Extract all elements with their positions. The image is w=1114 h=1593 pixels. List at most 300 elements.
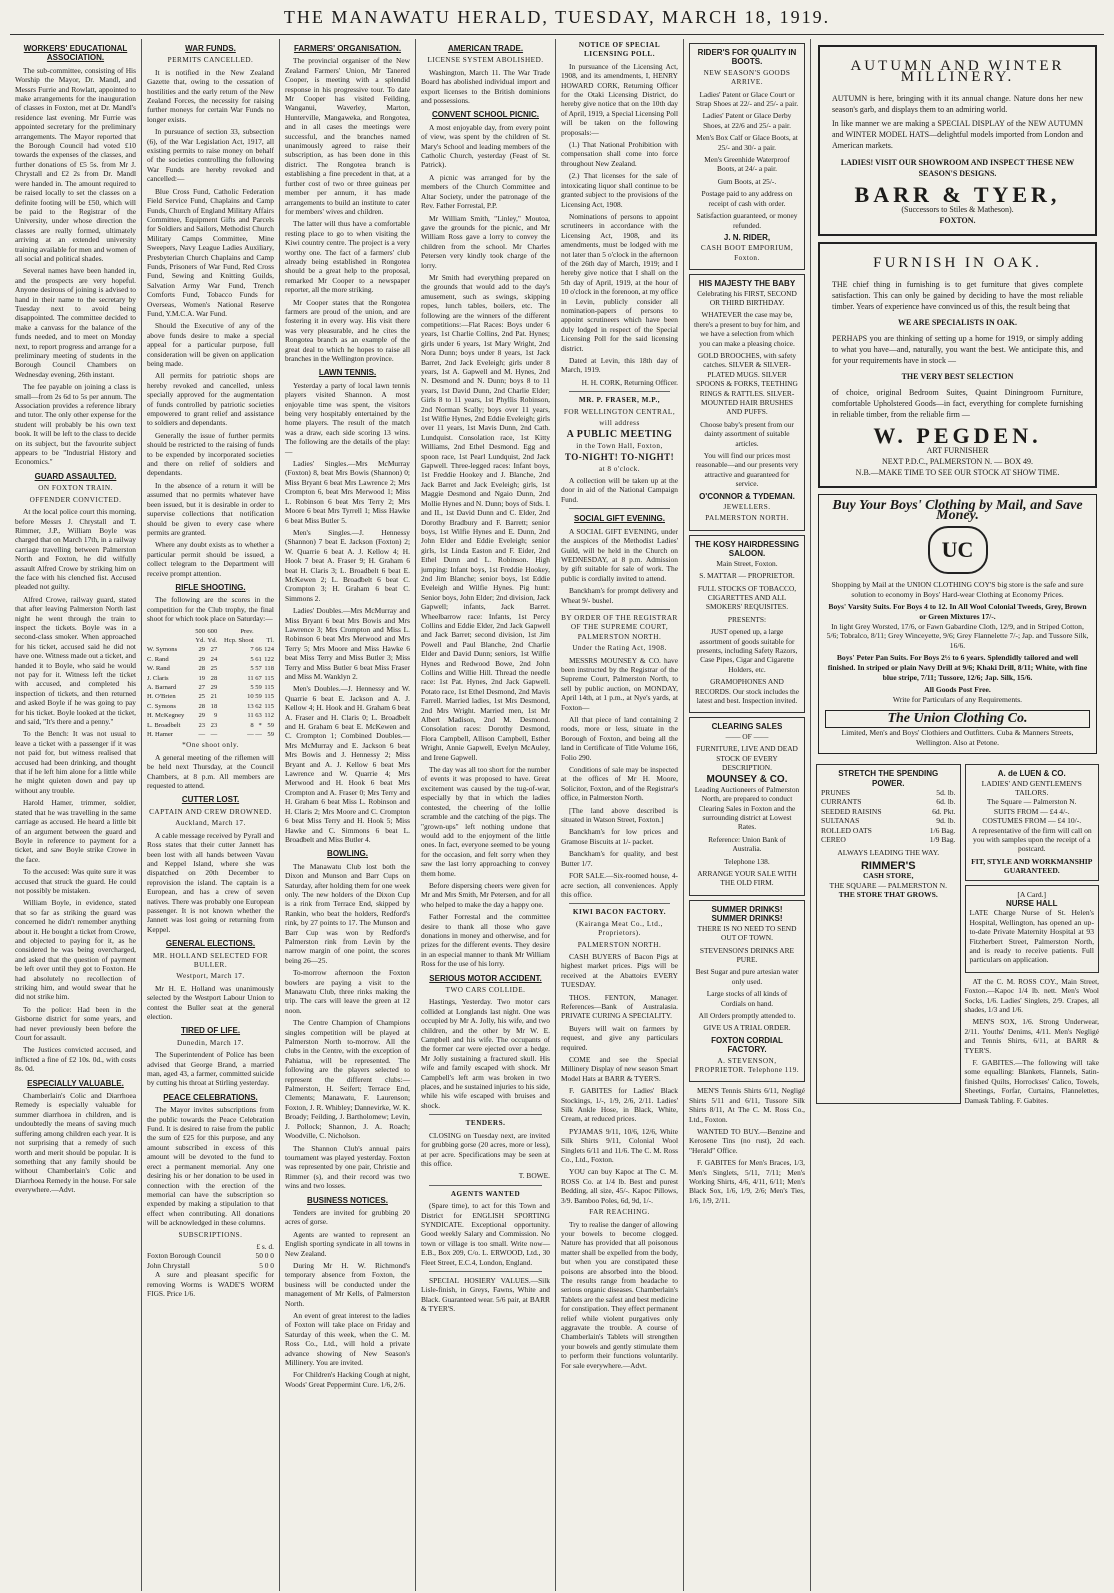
table-header-row: [147, 627, 274, 636]
column-2: [142, 39, 280, 1591]
ad-text: WE ARE SPECIALISTS IN OAK.: [898, 318, 1017, 327]
paragraph: Father Forrestal and the committee desire to thank all those who gave donations in money and otherwise, and for prizes for the different events. They desire in an especial manner to thank Mr William Ross for the use of his lorry.: [421, 912, 550, 969]
table-cell: 59: [267, 731, 274, 739]
paragraph: Try to realise the danger of allowing your bowels to become clogged. Nature has provided that all poisonous matter shall be expelled from the body, but when you are constipated these poisons are absorbed into the blood. The results range from headache to serious organic diseases. Chamberlain's Tablets are the safest and best medicine for constipation. They effect permanent relief while violent purgatives only aggravate the trouble. A course of Chamberlain's Tablets will strengthen your bowels and gently stimulate them to perform their functions voluntarily. For sale everywhere.—Advt.: [561, 1219, 678, 1370]
ad-text: All Goods Post Free.: [924, 685, 991, 695]
paragraph: A sure and pleasant specific for removing Worms is WADE'S WORM FIGS. Price 1/6.: [147, 1270, 274, 1298]
price-item: [821, 835, 956, 844]
ad-text: PRESENTS:: [727, 614, 767, 624]
paragraph: In the absence of a return it will be assumed that no permits whatever have been issued, but it is desirable in order to supervise collections that notification should be given to every case where permits are granted.: [147, 480, 274, 537]
paragraph: Hastings, Yesterday. Two motor cars collided at Longlands last night. One was occupied by Mr A. Jolly, his wife, and two children, and the other by Mr W. E. Campbell and his wife. The occupants of the former car were ejected over a hedge. Mr Jolly sustaining a fractured skull. His wife and family escaped with shock. Mr Campbell's left arm was broken in two places, and he sustained injuries to his side, while his wife escaped with bruises and shock.: [421, 997, 550, 1110]
headline: WAR FUNDS.: [185, 44, 236, 53]
paragraph: A cable message received by Pyrall and Ross states that their cutter Jannett has been lost with all hands between Vavau and Keppel Island, where she was dispatched on 20th December to reprovision the island. The captain is a European, and has a crew of seven natives. There was probably one European passenger. It is not known whether the Jannett was lost going or returning from Keppel.: [147, 830, 274, 934]
table-cell: 67: [255, 674, 262, 682]
table-header-cell: [147, 627, 193, 636]
paragraph: Mr Smith had everything prepared on the grounds that would add to the day's amusement, such as swings, skipping ropes, lunch tables, boilers, etc. The following are the winners of the different competitions:—Flat Races: Boys under 6 years, 1st Charlie Collins, 2nd Pat. Hynes; girls under 6 years, 1st Mary Wright, 2nd Nora Dunn; boys under 8 years, 1st Jack Barret, 2nd Jack Eveleigh; girls under 8 years, 1st A. Gapwell and M. Hynes, 2nd N. Desmond and N. Dunn; boys 8 to 11 years, 1st David Dunn, 2nd Charlie Elder; Girls 8 to 11 years, 1st Phyllis Robinson, 2nd Norman Scally; boys over 11 years, 1st Wilfie Hynes, 2nd Eddie Eveleigh; girls over 11 years, 1st Mavis Dunn, 2nd Cath. Lundquist. Consolation race, 1st Kitty Williams, 2nd Ethel Desmond. Egg and spoon race, 1st Pearl Lundquist, 2nd Jack Gapwell. Three-legged races: Infant boys, 1st Freddie Hookey and J. Blanche, 2nd Jack Barret and Jack Eveleigh; girls, 1st Maggie Desmond and Ngaio Dunn, 2nd Mollie Hynes and N. Dunn; boys of Stds. I. and II., 1st David Dunn and C. Elder, 2nd Dorothy Bradbury and F. Barrett; senior boys, 1st Wilfie Hynes and E. Dunn, 2nd John Elder and Eddie Eveleigh; senior girls, 1st Linda Easton and F. Eider, 2nd Ethel Dunn and L. Robinson. High jumping: Infant boys, 1st Freddie Hookey, 2nd Jim Blanche; senior boys, 1st Eddie Eveleigh and Wilfie Hynes. Pig hunt: Senior boys, John Elder; 2nd division, Jack Gapwell; infants, Jack Barret. Wheelbarrow race: Infants, 1st Percy Collins and Eddie Elder, 2nd Jack Gapwell and Jack Barret; second division, 1st Jim Powell and Paul Blanche, 2nd Charlie Elder and David Dunn; seniors, 1st Wilfie Hynes and Redwood Bowe, 2nd John Collins and Willie Hill. Thread the needle race: 1st Pat. Hynes, 2nd Jack Gapwell. Potato race, 1st Ethel Desmond, 2nd Mavis Farrell. Married ladies, 1st Mrs Desmond, 2nd Mrs Wright. Married men, 1st Mr Albert Madison, 2nd M. Desmond. Consolation races: Dorothy Desmond, Flora Campbell, Allison Campbell, Esther Wright, Annie Gapwell, Evelyn McAuley, and Irene Gapwell.: [421, 272, 550, 762]
paragraph: Mr William Smith, "Linley," Moutoa, gave the grounds for the picnic, and Mr William Ross gave a lorry to convey the children from the school. Mr Charles Petersen very kindly took charge of the lorry.: [421, 213, 550, 270]
ad-text: FULL STOCKS OF TOBACCO, CIGARETTES AND ALL SMOKERS' REQUISITES.: [697, 583, 797, 612]
paragraph: Where any doubt exists as to whether a particular permit should be issued, a collect telegram to the Department will receive prompt attention.: [147, 540, 274, 578]
table-cell: 28: [210, 674, 218, 682]
table-header-cell: Prev.: [240, 627, 254, 635]
table-cell: 59: [255, 684, 262, 691]
divider: [429, 1185, 542, 1186]
ad-firm-line: CASH STORE,: [862, 871, 914, 881]
paragraph: Ladies' Doubles.—Mrs McMurray and Miss Bryant 6 beat Mrs Bowis and Mrs Lawrence 3; Mrs Crompton and Miss L. Robinson 6 beat Mrs Merwood and Mrs Terry 5; Mrs Moore and Miss Hawke 6 beat Miss Terry and Miss Butler 3; Miss Terry and Miss Butler 6 beat Miss Fraser and Miss M. Wanklyn 2.: [285, 606, 410, 681]
ad-text: A PUBLIC MEETING: [566, 429, 673, 441]
ad-text: Men's Greenhide Waterproof Boots, at 24/- a pair.: [704, 155, 790, 174]
ad-text: Best Sugar and pure artesian water only used.: [695, 967, 799, 986]
columns: [10, 39, 1104, 1591]
ad-text: Telephone 138.: [724, 856, 770, 866]
table-row: [147, 702, 274, 711]
paragraph: During Mr H. W. Richmond's temporary absence from Foxton, the business will be conducted under the management of Mr Kells, of Palmerston North.: [285, 1260, 410, 1308]
paragraph: To the Bench: It was not usual to leave a ticket with a passenger if it was not paid for, but witness realised that accused had been drinking, and thought that if he left him alone for a little while he might quieten down and pay up without any trouble.: [15, 729, 136, 795]
ad-kosy-saloon: [689, 535, 805, 714]
paragraph: All that piece of land containing 2 roods, more or less, situate in the Borough of Foxton, and being all the land in Certificate of Title Volume 166, Folio 290.: [561, 715, 678, 762]
ad-rider-boots: [689, 43, 805, 270]
ad-firm: FOXTON CORDIAL FACTORY.: [711, 1035, 783, 1055]
paragraph: To-morrow afternoon the Foxton bowlers are paying a visit to the Manawatu Club, three rinks making the trip. The cars will leave the green at 12 noon.: [285, 968, 410, 1015]
paragraph: SPECIAL HOSIERY VALUES.—Silk Lisle-finish, in Greys, Fawns, White and Black. Guaranteed wear. 5/6 pair, at BARR & TYER'S.: [421, 1275, 550, 1314]
ad-text: WHATEVER the case may be, there's a present to buy for him, and we have a selection from which you can make a pleasing choice.: [694, 310, 801, 348]
paragraph: Washington, March 11. The War Trade Board has abolished individual import and export licenses to the British dominions and possessions.: [421, 67, 550, 106]
item-name: CURRANTS: [821, 797, 862, 807]
divider: [429, 1271, 542, 1272]
ad-text: GRAMOPHONES AND RECORDS. Our stock includes the latest and best. Inspection invited.: [694, 677, 800, 705]
ad-text: —— OF ——: [725, 731, 769, 741]
table-cell: —: [255, 731, 262, 739]
table-row: [147, 692, 274, 701]
column-3: [280, 39, 416, 1591]
ad-text: at 8 o'clock.: [598, 464, 641, 473]
paragraph: For Children's Hacking Cough at night, Woods' Great Peppermint Cure. 1/6, 2/6.: [285, 1370, 410, 1389]
paragraph: Yesterday a party of local lawn tennis players visited Shannon. A most enjoyable time was spent, the visitors being very hospitably entertained by the home players. The result of the match was a draw, each side scoring 13 wins. The following are the details of the play:—: [285, 380, 410, 456]
ad-text: In like manner we are making a SPECIAL DISPLAY of the NEW AUTUMN and WINTER MODEL HATS—delightful models imported from London and American markets.: [832, 119, 1083, 150]
ad-text: All Orders promptly attended to.: [698, 1010, 796, 1020]
ad-text: A representative of the firm will call on you with samples upon the receipt of a postcard.: [971, 825, 1092, 854]
ad-address: FOXTON.: [939, 216, 976, 225]
paragraph: A general meeting of the riflemen will be held next Thursday, at the Council Chambers, at 8 p.m. All members are requested to attend.: [147, 752, 274, 791]
table-cell: 115: [264, 702, 274, 710]
price-item: [821, 816, 956, 825]
ad-title: MR. P. FRASER, M.P.,: [578, 396, 661, 405]
ad-firm-line: ART FURNISHER: [926, 446, 989, 455]
table-cell: 5: [250, 655, 254, 663]
paragraph: Chamberlain's Colic and Diarrhoea Remedy is especially valuable for summer diarrhoea in children, and is undoubtedly the means of saving much suffering among children each year. It is not surprising that a remedy of such worth and merit should be popular. It is something that any family should be without Chamberlain's Colic and Diarrhoea Remedy in the house. For sale everywhere.—Advt.: [15, 1091, 136, 1195]
table-row: [147, 721, 274, 730]
table-cell: 57: [255, 665, 262, 673]
ad-de-luen: [965, 764, 1100, 880]
subheadline: TWO CARS COLLIDE.: [445, 986, 526, 994]
subheadline: MR. HOLLAND SELECTED FOR BULLER.: [152, 951, 269, 969]
table-row: [147, 655, 274, 664]
table-cell: 112: [264, 712, 274, 720]
table-cell: 29: [198, 655, 206, 663]
ad-firm: RIMMER'S: [860, 859, 916, 872]
table-header-cell: Tl.: [266, 636, 274, 644]
paragraph: In pursuance of the Licensing Act, 1908, and its amendments, I, HENRY HOWARD CORK, Returning Officer for the Otaki Licensing District, do hereby give notice that on the 10th day of April, 1919, a Special Licensing Poll will be taken on the following proposals:—: [561, 61, 679, 137]
ad-text: THE STORE THAT GROWS.: [838, 889, 938, 899]
ad-text: ARRANGE YOUR SALE WITH THE OLD FIRM.: [697, 869, 797, 888]
ad-subtitle: NEW SEASON'S GOODS ARRIVE.: [703, 68, 791, 87]
ad-address: NEXT P.D.C., PALMERSTON N. — BOX 49.: [882, 457, 1033, 466]
table-row: [147, 664, 274, 673]
ad-text: Large stocks of all kinds of Cordials on hand.: [706, 989, 788, 1008]
ad-baby-gifts: [689, 274, 805, 531]
paragraph: Dated at Levin, this 18th day of March, 1919.: [561, 356, 678, 375]
ad-barr-tyer-millinery: [818, 45, 1097, 236]
ad-title: A. de LUEN & CO.: [997, 769, 1066, 779]
ad-text: Men's Box Calf or Glace Boots, at 25/- and 30/- a pair.: [696, 133, 798, 152]
table-cell: 5: [250, 684, 254, 691]
list-item: [147, 1251, 274, 1260]
ad-title: HIS MAJESTY THE BABY: [698, 279, 796, 289]
table-cell: 19: [198, 674, 206, 682]
table-header-cell: [147, 636, 193, 645]
paragraph: A most enjoyable day, from every point of view, was spent by the children of St. Mary's School and leading members of the Catholic Church, yesterday (Feast of St. Patrick).: [421, 122, 550, 170]
paragraph: (1.) That National Prohibition with compensation shall come into force throughout New Zealand.: [561, 140, 678, 168]
table-header-cell: 500: [195, 627, 206, 635]
ad-text: N.B.—MAKE TIME TO SEE OUR STOCK AT SHOW TIME.: [855, 468, 1060, 477]
divider: [569, 609, 670, 610]
paragraph: The following are the scores in the competition for the Club trophy, the final shoot for which took place on Saturday:—: [147, 595, 274, 624]
table-cell: 62: [255, 702, 262, 710]
table-cell: —: [210, 731, 218, 739]
table-cell: C. Rand: [147, 655, 169, 663]
paragraph: The provincial organiser of the New Zealand Farmers' Union, Mr Tanered Cooper, is meeting with a splendid response in his progressive tour. To date Mr Cooper has visited Feilding, Wanganui, Waverley, Marton, Hunterville, Mangaweka, and Rongotea, and in all cases the meetings were successful, and the branches named unanimously agreed to raise their subscription, as has been done in this district. The Rongotea branch is establishing a fine precedent in that, at a further cost of two or three guineas per member per annum, it has made arrangements to build an institute to cater for members' wives and children.: [285, 56, 410, 216]
masthead: THE MANAWATU HERALD, TUESDAY, MARCH 18, 1919.: [10, 0, 1104, 35]
table-cell: 13: [247, 702, 254, 710]
item-price: 6d. lb.: [936, 797, 956, 807]
table-header-cell: [254, 627, 262, 636]
dateline: Auckland, March 17.: [175, 819, 246, 828]
table-cell: 59: [267, 721, 274, 729]
ad-text: You will find our prices most reasonable—and our presents very attractive and guaranteed for service.: [695, 451, 799, 489]
subheadline: Under the Rating Act, 1908.: [572, 644, 667, 653]
paragraph: Alfred Crowe, railway guard, stated that after leaving Palmerston North last night he went through the train to inspect the tickets. Boyle was in a second-class smoker. When approached for his ticket, accused said he did not have one. Witness made out a ticket, and handed it to Boyle, who said he would not pay for it. Witness left the ticket with accused, and completed his inspection of tickets, and then returned and asked Boyle if he was going to pay for his ticket. Boyle looked at the ticket, and said, "It's there and a penny.": [15, 594, 136, 727]
item-price: 9d. lb.: [936, 816, 956, 826]
item-price: 5d. lb.: [936, 787, 956, 797]
table-cell: 115: [264, 693, 274, 701]
paragraph: The Manawatu Club lost both the Dixon and Munson and Barr Cups on Saturday, after holding them for one week only. The new holders of the Dixon Cup is a rink from Terrace End, skipped by Rankin, who beat the holders, Redford's rink, by 27 points to 17. The Munson and Barr Cup was won by Redford's Palmerston rink from Levin by the narrow margin of one point, the scores being 26—25.: [285, 861, 410, 965]
paragraph: CASH BUYERS of Bacon Pigs at highest market prices. Pigs will be received at the Abattoirs EVERY TUESDAY.: [561, 951, 678, 990]
ad-address: THE SQUARE — PALMERSTON N.: [829, 880, 947, 890]
column-1: [10, 39, 142, 1591]
ad-rimmers: [816, 764, 961, 1104]
table-row: [147, 711, 274, 720]
paragraph: The latter will thus have a comfortable resting place to go to when visiting the Kiwi country centre. The project is a very worthy one. The fact of a farmers' club already being established in Rongotea should be a great help to the proposal, remarked Mr Cooper to a newspaper reporter, all the more striking.: [285, 219, 410, 295]
ad-address: PALMERSTON NORTH.: [705, 514, 789, 523]
table-cell: 7: [250, 646, 254, 654]
ad-pegden-furniture: [818, 242, 1097, 488]
ad-firm: J. N. RIDER,: [723, 232, 771, 242]
headline: SOCIAL GIFT EVENING.: [574, 514, 665, 524]
headline: BUSINESS NOTICES.: [307, 1195, 388, 1205]
paragraph: The fee payable on joining a class is small—from 2s 6d to 5s per annum. The Association provides a reference library and tutor. The only other expense for the student will probably be his own text book. It will be left to the class to decide on its subject, but the favourite subject appears to be "Industrial History and Economics.": [15, 382, 136, 467]
ad-clearing-sales: [689, 717, 805, 896]
paragraph: [The land above described is situated in Watson Street, Foxton.]: [561, 805, 678, 825]
ad-subtitle: LADIES' AND GENTLEMEN'S TAILORS.: [981, 778, 1082, 797]
paragraph: Ladies' Singles.—Mrs McMurray (Foxton) 8, beat Mrs Bowis (Shannon) 0; Miss Bryant 6 beat Mrs Lawrence 2; Mrs Crompton 6, beat Mrs Merwood 1; Miss L. Robinson 6 beat Mrs Terry 2; Mrs Moore 6 beat Mrs Tyrrell 1; Miss Hawke 6 beat Miss Butler 5.: [285, 459, 410, 525]
ad-title: STRETCH THE SPENDING POWER.: [838, 769, 939, 788]
table-note: *One shoot only.: [182, 741, 239, 750]
paragraph: AT the C. M. ROSS COY., Main Street, Foxton.—Kapoc 1/4 lb. nett. Men's Wool Socks, 1/6. Ladies' Singlets, 2/9. Crapes, all shades, 1/3 and 1/6.: [964, 976, 1099, 1015]
table-cell: 11: [247, 674, 254, 682]
paragraph: Banckham's for quality, and best Butter 1/7.: [561, 849, 678, 868]
table-row: [147, 645, 274, 654]
item-name: ROLLED OATS: [821, 825, 872, 835]
paragraph: In pursuance of section 33, subsection (6), of the War Legislation Act, 1917, all existing permits to raise money on behalf of the societies controlling the following War Funds are hereby revoked and cancelled:—: [147, 127, 274, 184]
table-header-cell: 600: [207, 627, 218, 635]
table-cell: L. Broadbelt: [147, 721, 181, 729]
paragraph: At the local police court this morning, before Messrs J. Chrystall and T. Rimmer, J.P., William Boyle was charged that on March 17th, in a railway carriage travelling between Palmerston North and Foxton, he did wilfully assault Alfred Crowe by striking him on the face with his clenched fist. Accused pleaded not guilty.: [15, 507, 136, 592]
table-row: [147, 683, 274, 692]
table-cell: 8: [250, 721, 254, 729]
ad-union-clothing: [818, 494, 1097, 754]
table-cell: 18: [210, 702, 218, 710]
subheadline: SUBSCRIPTIONS.: [178, 1230, 243, 1239]
ad-firm: BARR & TYER,: [854, 182, 1061, 207]
paragraph: Banckham's for low prices and Gramose Biscuits at 1/- packet.: [561, 827, 678, 846]
paragraph: The Shannon Club's annual pairs tournament was played yesterday. Foxton was represented by one pair, Christie and Rimmer (s), and their record was two wins and two losses.: [285, 1143, 410, 1191]
ad-firm-line: (Successors to Stiles & Matheson).: [901, 205, 1014, 214]
ad-text: FIT, STYLE AND WORKMANSHIP GUARANTEED.: [971, 856, 1093, 876]
paragraph: William Boyle, in evidence, stated that so far as striking the guard was concerned he didn't remember anything about it. He bought a ticket from Crowe, and objected to paying for it, as he considered he was being overcharged, and asked that the question of payment be left over until they got to Foxton. He had absolutely no recollection of striking him, and would swear that he did not strike him.: [15, 898, 136, 1002]
ad-firm: W. PEGDEN.: [873, 423, 1042, 448]
paragraph: Banckham's for prompt delivery and Wheat 9/- bushel.: [561, 586, 678, 605]
ad-text: Choose baby's present from our dainty assortment of suitable articles.: [700, 419, 794, 448]
table-cell: 23: [198, 721, 206, 729]
paragraph: The sub-committee, consisting of His Worship the Mayor, Dr. Mandl, and Messrs Furrie and Rowlatt, appointed to make arrangements for the inauguration of classes in Foxton, met at Dr. Mandl's residence last evening. Mr Furrie was appointed secretary for the preliminary arrangements. The Mayor reported that the Borough Council had voted £10 towards the expenses of the classes, and further donations of £5 5s. from Mr J. Chrystall and £2 2s from Dr. Mandl were handed in. The amount required to be raised locally to set the classes on a definite footing will be £50, which will be paid to the Registrar of the University, under whose direction the classes are really formed, ultimately arriving at an extended university training available for men and women of all social and political shades.: [15, 65, 136, 263]
dateline: Westport, March 17.: [176, 972, 245, 981]
paragraph: MEN'S Tennis Shirts 6/11, Negligé Shirts 5/11 and 6/11, Tussore Silk Shirts 8/11, At The C. M. Ross Co., Ltd., Foxton.: [689, 1086, 805, 1124]
subscriptions-list: [147, 1251, 274, 1270]
notice-signature: H. H. CORK, Returning Officer.: [581, 377, 678, 387]
ad-text: LATE Charge Nurse of St. Helen's Hospital, Wellington, has opened an up-to-date Private Maternity Hospital at 93 Fitzherbert Street, Palmerston North, and is ready to receive patients. Full particulars on application.: [969, 908, 1094, 965]
column-7: [811, 39, 1104, 1591]
paragraph: Several names have been handed in, and the prospects are very hopeful. Anyone desirous of joining is advised to hand in their name to the secretary by Tuesday next to avoid being disappointed. The committee decided to make a canvass for the balance of the funds needed, and to meet on Monday next, to report progress and arrange for a preliminary meeting of students in the Borough Council Chambers on Wednesday evening, 26th instant.: [15, 266, 136, 379]
ad-text: Gum Boots, at 25/-.: [717, 176, 777, 186]
ad-title: CLEARING SALES: [711, 722, 783, 732]
paragraph: To the police: Had been in the Gisborne district for some years, and had never previously been before the Court for assault.: [15, 1004, 136, 1043]
table-cell: H. Hamer: [147, 731, 173, 739]
table-row: [147, 674, 274, 683]
ad-text: THE VERY BEST SELECTION: [901, 372, 1014, 381]
paragraph: Should the Executive of any of the above funds desire to make a special appeal for a particular purpose, full consideration will be given on application being made.: [147, 321, 274, 368]
ad-right-stack: [965, 760, 1100, 1108]
ad-text: Main Street, Foxton.: [716, 558, 778, 568]
paragraph: F. GABITES.—The following will take some equalling: Blankets, Flannels, Satin-finished Quilts, Horrockses' Calico, Towels, Sheetings, Forfar, Curtains, Flannelettes, Damask Tabling. F. Gabites.: [964, 1058, 1099, 1105]
paragraph: F. GABITES for Ladies' Black Stockings, 1/-, 1/9, 2/6, 2/11. Ladies' Silk Ankle Hose, in Black, White, Cream, at reduced prices.: [561, 1086, 678, 1124]
table-cell: 59: [255, 693, 262, 701]
ad-text: THERE IS NO NEED TO SEND OUT OF TOWN.: [697, 923, 797, 943]
table-header-cell: Yd.: [195, 636, 206, 644]
table-cell: 28: [198, 702, 206, 710]
table-cell: 24: [210, 655, 218, 663]
subs-header: £ s. d.: [256, 1241, 274, 1251]
headline: TIRED OF LIFE.: [180, 1026, 241, 1036]
ad-firm: The Union Clothing Co.: [825, 710, 1090, 728]
paragraph: F. GABITES for Men's Braces, 1/3, Men's Singlets, 5/11, 7/11; Men's Working Shirts, 4/6, 4/11, 6/11; Men's Black Sox, 1/6, 1/9, 2/6; Men's Ties, 1/6, 1/9, 2/11.: [689, 1158, 805, 1205]
ad-text: in the Town Hall, Foxton,: [576, 441, 663, 450]
table-cell: H. O'Brien: [147, 693, 176, 701]
subscriber-name: Foxton Borough Council: [147, 1251, 221, 1261]
ad-address: CASH BOOT EMPORIUM, Foxton.: [700, 244, 794, 262]
ad-text: STEVENSON'S DRINKS ARE PURE.: [699, 945, 795, 964]
headline: SERIOUS MOTOR ACCIDENT.: [429, 973, 542, 983]
paragraph: A collection will be taken up at the door in aid of the National Campaign Fund.: [561, 476, 678, 504]
paragraph: A SOCIAL GIFT EVENING, under the auspices of the Methodist Ladies' Guild, will be held in the Church on WEDNESDAY, at 8 p.m. Admission by gift suitable for sale of work. The public is cordially invited to attend.: [561, 526, 678, 583]
ad-title: RIDER'S FOR QUALITY IN BOOTS.: [697, 48, 797, 67]
divider: [569, 903, 670, 904]
paragraph: To the accused: Was quite sure it was accused that struck the guard. He could not possibly be mistaken.: [15, 867, 136, 895]
subheadline: LICENSE SYSTEM ABOLISHED.: [427, 56, 544, 65]
rifle-scores-table: [147, 627, 274, 740]
paragraph: WANTED TO BUY.—Benzine and Kerosene Tins (no rust), 2d each. "Herald" Office.: [689, 1127, 805, 1155]
table-cell: 10: [247, 693, 254, 701]
ad-text: Leading Auctioneers of Palmerston North, are prepared to conduct Clearing Sales in Foxton and the surrounding district at Lowest Rates.: [694, 784, 800, 832]
paragraph: COME and see the Special Millinery Display of new season Smart Model Hats at BARR & TYER'S.: [561, 1055, 678, 1083]
item-name: SEEDED RAISINS: [821, 806, 882, 816]
table-cell: 29: [198, 712, 206, 720]
paragraph: Blue Cross Fund, Catholic Federation Field Service Fund, Chaplains and Camp Funds, Church of England Military Affairs Committee, Equipment Gifts and Parcels for Soldiers and Sailors, Methodist Church Military Camps Committee, Mine Sweepers, Navy League Ladies Auxiliary, Presbyterian Church Chaplains and Camp Funds, Prisoners of War Fund, Red Cross Fund, Sewing and Knitting Guilds, Salvation Army War Fund, Trench Comforts Fund, Tobacco Funds for Overseas, Women's National Reserve Fund, Y.M.C.A. War Fund.: [147, 186, 274, 318]
ad-text: JUST opened up, a large assortment of goods suitable for presents, including Safety Razors, Case Pipes, Cigar and Cigarette Holders, etc.: [696, 627, 798, 674]
table-cell: 25: [210, 665, 218, 673]
ad-text: Write for Particulars of any Requirements.: [892, 694, 1023, 704]
union-clothing-logo-icon: UC: [928, 526, 988, 574]
ad-text: PERHAPS you are thinking of setting up a home for 1919, or simply adding to what you have—and, naturally, you want the best. We anticipate this, and for your requirements have in stock —: [832, 334, 1083, 365]
subheadline: PALMERSTON NORTH.: [577, 940, 662, 949]
list-item: [147, 1261, 274, 1270]
table-cell: W. Rand: [147, 665, 170, 673]
headline: CUTTER LOST.: [181, 795, 240, 805]
subheadline: PERMITS CANCELLED.: [167, 56, 254, 65]
paragraph: Mr H. E. Holland was unanimously selected by the Westport Labour Union to contest the Buller seat at the general election.: [147, 983, 274, 1021]
table-cell: 27: [198, 684, 206, 691]
paragraph: The day was all too short for the number of events it was proposed to have. Great excitement was caused by the tug-of-war, especially by that in which the ladies contested, the cheering of the lollie scramble and the catching of the pigs. The "grown-ups" left nothing undone that would add to the enjoyment of the little ones. In fact, everyone seemed to be young for the occasion, and felt sorry when they saw the last lorry approaching to convey them home.: [421, 765, 550, 878]
column-6: [684, 39, 811, 1591]
notice-title: NOTICE OF SPECIAL LICENSING POLL.: [578, 41, 661, 59]
price-item: [821, 807, 956, 816]
headline: ESPECIALLY VALUABLE.: [27, 1078, 124, 1088]
ad-text: LADIES! VISIT OUR SHOWROOM AND INSPECT THESE NEW SEASON'S DESIGNS.: [840, 158, 1075, 178]
divider: [569, 508, 670, 509]
table-header-cell: Hcp. Shoot: [224, 636, 254, 644]
ad-text: FURNITURE, LIVE AND DEAD STOCK OF EVERY DESCRIPTION.: [696, 744, 798, 772]
paragraph: PYJAMAS 9/11, 10/6, 12/6, White Silk Shirts 9/11, Colonial Wool Singlets 6/11 and 11/6. The C. M. Ross Co., Ltd., Foxton.: [561, 1126, 678, 1165]
table-cell: 5: [250, 665, 254, 673]
paragraph: Men's Doubles.—J. Hennessy and W. Quarrie 6 beat E. Jackson and A. J. Kellow 4; H. Hook and H. Graham 6 beat A. Fraser and H. Claris 0; L. Broadbelt and H. Graham 6 beat E. McKewen and C. Crompton 1; Combined Doubles.—Mrs McMurray and E. Jackson 6 beat Mrs Bowis and J. Hennessy 2; Miss Bryant and A. J. Kellow 6 beat Mrs Lawrence and W. Quarrie 4; Mrs Merwood and H. Hook 6 beat Mrs Crompton and A. Fraser 0; Mrs Terry and H. Graham 6 beat Miss L. Robinson and H. Claris 2; Mrs Moore and C. Crompton 6 beat Miss Terry and H. Hook 5; Miss Hawke and C. Simmons 6 beat L. Broadbelt and Miss Butler 4.: [285, 684, 410, 844]
paragraph: The Centre Champion of Champions singles competition will be played at Palmerston North to-morrow. All the clubs in the Centre, with the exception of Pahiatua, will be represented. The following are the players selected to represent the different clubs:—Palmerston, H. Seifert; Terrace End, Clements; Manawatu, F. Laurenson; Foxton, J. R. Whibley; Dannevirke, W. K. Broady; Feilding, J. Bartholomew; Levin, J. Pollock; Shannon, J. A. Roach; Woodville, C. Nicholson.: [285, 1018, 410, 1141]
paragraph: Mr Cooper states that the Rongotea farmers are proud of the union, and are fostering it in every way. His visit there was very pleasurable, and he cites the Rongotea branch as an example of the great deal to which he hopes to raise all branches in the Wellington province.: [285, 297, 410, 363]
table-cell: —: [247, 731, 254, 739]
ad-text: Reference: Union Bank of Australia.: [708, 834, 786, 854]
table-cell: 115: [264, 684, 274, 691]
paragraph: Before dispersing cheers were given for Mr and Mrs Smith, Mr Petersen, and for all who helped to make the day a happy one.: [421, 880, 550, 909]
table-cell: —: [198, 731, 206, 739]
ad-title: SUMMER DRINKS! SUMMER DRINKS!: [711, 904, 783, 924]
ad-text: Satisfaction guaranteed, or money refunded.: [696, 211, 798, 230]
ad-firm: MOUNSEY & CO.: [706, 774, 788, 786]
paragraph: All permits for patriotic shops are hereby revoked and cancelled, unless specially approved for the augmentation of funds controlled by patriotic societies empowered to grant relief and assistance to soldiers and dependants.: [147, 371, 274, 428]
table-cell: C. Symons: [147, 702, 176, 710]
subscriber-name: John Chrystall: [147, 1260, 190, 1270]
paragraph: Conditions of sale may be inspected at the offices of Mr H. Moore, Solicitor, Foxton, and of the Registrar's office, in Palmerston North.: [561, 765, 678, 803]
ad-text: Postage paid to any address on receipt of cash with order.: [701, 189, 793, 208]
paragraph: FOR SALE.—Six-roomed house, 4-acre section, all conveniences. Apply this office.: [561, 871, 678, 899]
ad-text: Ladies' Patent or Glace Derby Shoes, at 22/6 and 25/- a pair.: [702, 111, 792, 130]
ad-firm-line: Limited, Men's and Boys' Clothiers and Outfitters. Cuba & Manners Streets, Wellington. Also at Petone.: [841, 727, 1074, 747]
paragraph: Buyers will wait on farmers by request, and give any particulars required.: [561, 1023, 678, 1052]
ad-text: SUITS FROM — £4 4/-.: [993, 806, 1070, 816]
ad-nurse-hall: [965, 885, 1100, 973]
ad-title: THE KOSY HAIRDRESSING SALOON.: [694, 539, 800, 559]
ad-text: Celebrating his FIRST, SECOND OR THIRD BIRTHDAY.: [697, 288, 797, 307]
notice-title: BY ORDER OF THE REGISTRAR OF THE SUPREME COURT, PALMERSTON NORTH.: [561, 613, 678, 641]
price-item: [821, 826, 956, 835]
table-cell: 11: [247, 712, 254, 720]
table-cell: 61: [255, 655, 262, 663]
headline: AMERICAN TRADE.: [447, 44, 524, 53]
ad-text: THE chief thing in furnishing is to get furniture that gives complete satisfaction. This can only be gained by deciding to have the most reliable timber. Years of experience have convinced us of this, the result being that: [832, 280, 1083, 311]
table-header-cell: Yd.: [207, 636, 218, 644]
paragraph: Agents are wanted to represent an English sporting syndicate in all towns in New Zealand.: [285, 1229, 410, 1258]
table-cell: 23: [210, 721, 218, 729]
headline: FARMERS' ORGANISATION.: [293, 44, 402, 53]
column-5: [556, 39, 684, 1591]
paragraph: An event of great interest to the ladies of Foxton will take place on Friday and Saturday of this week, when the C. M. Ross Co., Ltd., will hold a private advance showing of New Season's Millinery. You are invited.: [285, 1311, 410, 1368]
subheadline: OFFENDER CONVICTED.: [29, 495, 122, 504]
table-cell: 122: [264, 655, 274, 663]
table-cell: H. McKegney: [147, 712, 185, 720]
table-row: [147, 730, 274, 739]
table-cell: 9: [213, 712, 218, 720]
paragraph: It is notified in the New Zealand Gazette that, owing to the cessation of hostilities and the early return of the New Zealand Forces, the necessity for raising further moneys for certain War Funds no longer exists.: [147, 67, 274, 124]
paragraph: MESSRS MOUNSEY & CO. have been instructed by the Registrar of the Supreme Court, Palmerston North, to sell by public auction, on MONDAY, April 14th, at 1 p.m., at Nye's yards, at Foxton—: [561, 655, 678, 712]
subheadline: ON FOXTON TRAIN.: [38, 484, 113, 493]
item-name: SULTANAS: [821, 816, 860, 826]
table-cell: 63: [255, 712, 262, 720]
ad-text: Shopping by Mail at the UNION CLOTHING COY'S big store is the safe and sure solution to economy in Boys' Hard-wear Clothing at Economy Prices.: [831, 580, 1084, 599]
paragraph: Generally the issue of further permits should be restricted to the raising of funds to be expended by incorporated societies and there on relief of soldiers and dependants.: [147, 430, 274, 478]
headline: GENERAL ELECTIONS.: [165, 939, 256, 949]
table-cell: 66: [255, 646, 262, 654]
item-price: 1/6 Bag.: [929, 825, 956, 835]
price-item: [821, 788, 956, 797]
ad-text: Boys' Varsity Suits. For Boys 4 to 12. In All Wool Colonial Tweeds, Grey, Brown or Green Mixtures 17/-.: [828, 602, 1087, 621]
ad-text: Ladies' Patent or Glace Court or Strap Shoes at 22/- and 25/- a pair.: [695, 89, 799, 109]
paragraph: THOS. FENTON, Manager. References—Bank of Australasia. PRIVATE CURING A SPECIALITY.: [561, 992, 678, 1021]
ad-text: S. MATTAR — PROPRIETOR.: [699, 571, 795, 581]
subheadline: CAPTAIN AND CREW DROWNED.: [149, 807, 272, 816]
table-cell: 21: [210, 693, 218, 701]
ad-title: Buy Your Boys' Clothing by Mail, and Save Money.: [832, 498, 1083, 523]
paragraph: The Superintendent of Police has been advised that George Brand, a married man, aged 43, a farmer, committed suicide by cutting his throat at Stirling yesterday.: [147, 1050, 274, 1088]
table-cell: 29: [210, 684, 218, 691]
table-cell: 124: [264, 646, 274, 654]
table-cell: 27: [210, 646, 218, 654]
table-cell: 115: [264, 674, 274, 682]
dateline: Dunedin, March 17.: [177, 1038, 244, 1047]
paragraph: Nominations of persons to appoint scrutineers in accordance with the Licensing Act, 1908, and its amendments, must be lodged with me not later than 5 o'clock in the afternoon of the 26th day of March, 1919; and I hereby give notice that I shall on the 5th day of April, 1919, at the hour of 10 o'clock in the forenoon, at my office in Levin, publicly consider all nomination-papers of persons to appoint scrutineers which have been duly lodged in respect of the Special Licensing Poll for the said licensing district.: [561, 211, 678, 353]
subheadline: FAR REACHING.: [589, 1208, 650, 1217]
ad-text: ALWAYS LEADING THE WAY.: [837, 848, 940, 858]
headline: LAWN TENNIS.: [318, 368, 377, 378]
table-cell: 118: [264, 665, 274, 673]
headline: PEACE CELEBRATIONS.: [163, 1092, 258, 1102]
ad-address: The Square — Palmerston N.: [986, 797, 1077, 807]
headline: RIFLE SHOOTING.: [175, 582, 246, 592]
